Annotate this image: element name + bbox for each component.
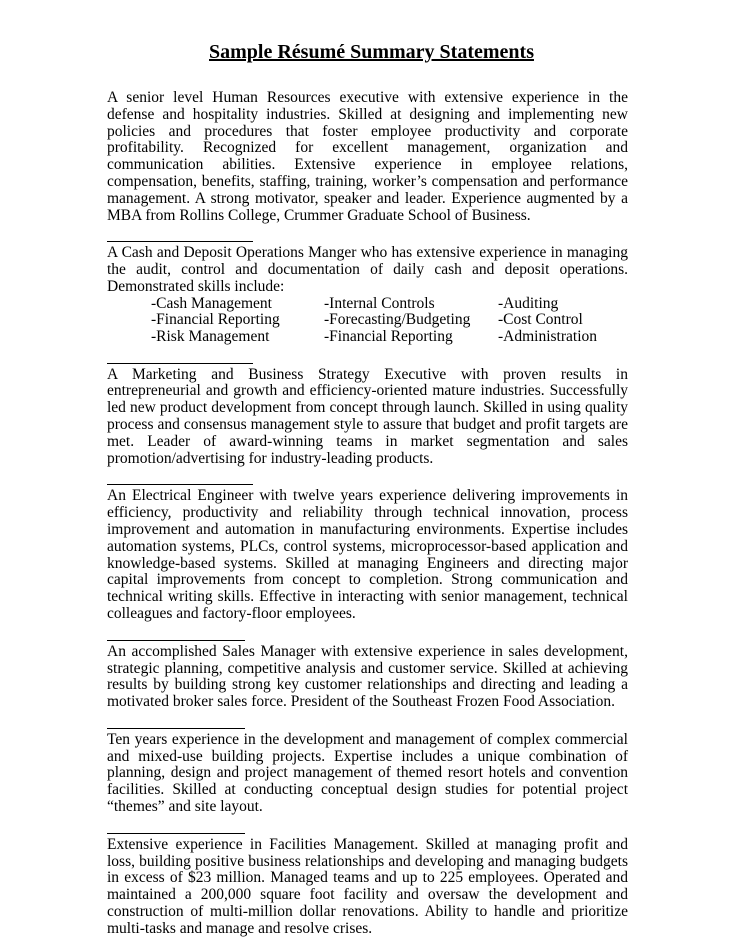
skill-item: -Forecasting/Budgeting (324, 311, 471, 329)
section-divider (107, 640, 245, 641)
summary-sales-manager: An accomplished Sales Manager with extensive experience in sales development, strategic planning, competitive analysis and customer service. Skilled at achieving results by building strong key customer relationships and directing and leading a motivated broker sales force. President of the Southeast Frozen Food Association. (107, 642, 628, 711)
section-divider (107, 484, 253, 485)
summary-building-projects: Ten years experience in the development and management of complex commercial and mixed-use building projects. Expertise includes a unique combination of planning, design and project management of themed resort hotels and convention facilities. Skilled at conducting conceptual design studies for potential project “themes” and site layout. (107, 730, 628, 816)
skills-row (107, 312, 628, 329)
skill-item: -Auditing (498, 294, 559, 312)
skills-list (107, 296, 628, 346)
resume-summary-document (107, 40, 628, 938)
page-title: Sample Résumé Summary Statements (209, 41, 534, 63)
section-divider (107, 241, 253, 242)
skill-item: -Internal Controls (324, 294, 435, 312)
skill-item: -Cash Management (151, 294, 272, 312)
skill-item: -Financial Reporting (151, 311, 280, 329)
section-divider (107, 833, 245, 834)
skill-item: -Administration (498, 327, 598, 345)
skills-row (107, 296, 628, 313)
summary-facilities-management: Extensive experience in Facilities Management. Skilled at managing profit and loss, building positive business relationships and developing and managing budgets in excess of $23 million. Managed teams and up to 225 employees. Operated and maintained a 200,000 square foot facility and oversaw the development and construction of multi-million dollar renovations. Ability to handle and prioritize multi-tasks and manage and resolve crises. (107, 835, 628, 937)
skill-item: -Financial Reporting (324, 327, 453, 345)
summary-marketing-executive: A Marketing and Business Strategy Executive with proven results in entrepreneurial and growth and efficiency-oriented mature industries. Successfully led new product development from concept through launch. Skilled in using quality process and consensus management style to assure that budget and profit targets are met. Leader of award-winning teams in market segmentation and sales promotion/advertising for industry-leading products. (107, 365, 628, 467)
skills-row (107, 329, 628, 346)
section-divider (107, 728, 245, 729)
summary-hr-executive: A senior level Human Resources executive with extensive experience in the defense and hospitality industries. Skilled at designing and implementing new policies and procedures that foster employee productivity and corporate profitability. Recognized for excellent management, organization and communication abilities. Extensive experience in employee relations, compensation, benefits, staffing, training, worker’s compensation and performance management. A strong motivator, speaker and leader. Experience augmented by a MBA from Rollins College, Crummer Graduate School of Business. (107, 89, 628, 224)
summary-cash-deposit-manager: A Cash and Deposit Operations Manger who has extensive experience in managing the audit, control and documentation of daily cash and deposit operations. Demonstrated skills include: (107, 244, 628, 295)
section-divider (107, 363, 253, 364)
skill-item: -Cost Control (498, 311, 583, 329)
skill-item: -Risk Management (151, 327, 270, 345)
summary-electrical-engineer: An Electrical Engineer with twelve years experience delivering improvements in efficiency, productivity and reliability through technical innovation, process improvement and automation in manufacturing environments. Expertise includes automation systems, PLCs, control systems, microprocessor-based application and knowledge-based systems. Skilled at managing Engineers and directing major capital improvements from concept to completion. Strong communication and technical writing skills. Effective in interacting with senior management, technical colleagues and factory-floor employees. (107, 487, 628, 622)
